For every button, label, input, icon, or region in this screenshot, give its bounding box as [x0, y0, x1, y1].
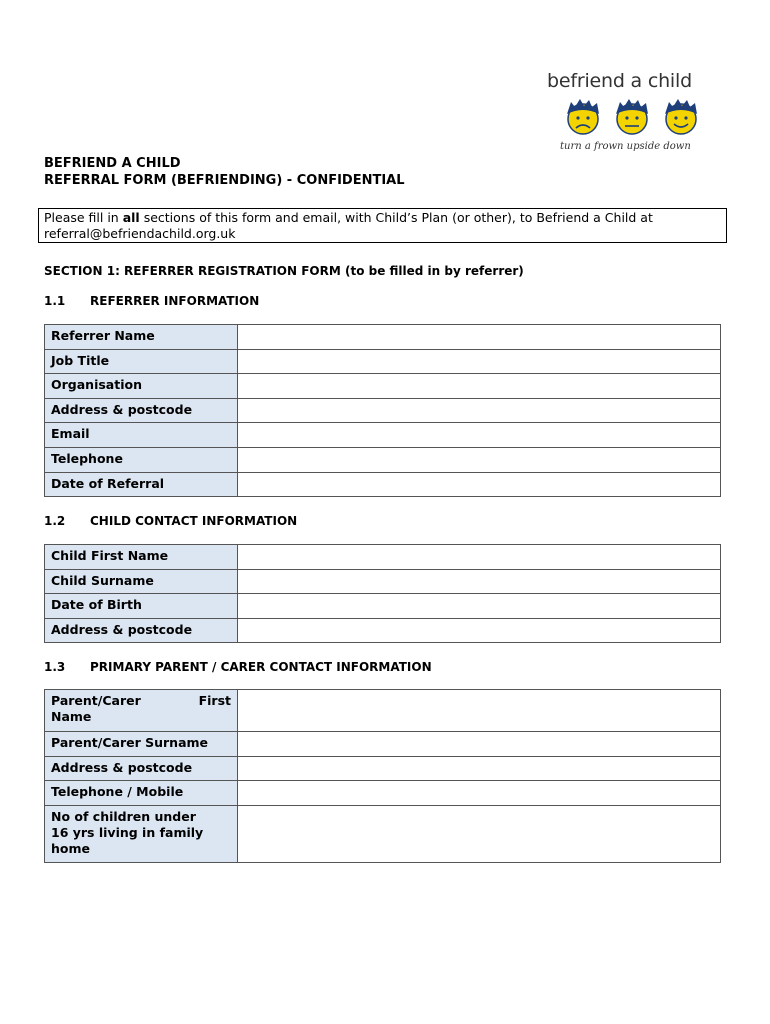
- job-title-field[interactable]: [238, 349, 721, 374]
- child-first-name-field[interactable]: [238, 545, 721, 570]
- table-row: [45, 618, 721, 643]
- table-row: [45, 472, 721, 497]
- child-address-field[interactable]: [238, 618, 721, 643]
- parent-telephone-field[interactable]: [238, 781, 721, 806]
- instructions-box: [38, 208, 727, 243]
- frown-face-icon: [567, 99, 599, 134]
- referrer-information-heading: [44, 294, 259, 308]
- field-label: [45, 690, 238, 732]
- table-row: [45, 447, 721, 472]
- field-label: Email: [45, 423, 238, 448]
- child-contact-heading: [44, 514, 297, 528]
- field-label: Job Title: [45, 349, 238, 374]
- three-faces-icon: [561, 96, 703, 138]
- referrer-information-table: [44, 324, 721, 497]
- email-field[interactable]: [238, 423, 721, 448]
- field-label: Child Surname: [45, 569, 238, 594]
- befriend-a-child-logo: [545, 68, 725, 158]
- title-line-1: BEFRIEND A CHILD: [44, 156, 181, 171]
- label-part: No of children under: [51, 808, 196, 824]
- date-of-referral-field[interactable]: [238, 472, 721, 497]
- label-part: Parent/Carer: [51, 693, 141, 708]
- label-part: home: [51, 840, 90, 856]
- table-row: [45, 781, 721, 806]
- subsection-number: 1.3: [44, 660, 66, 674]
- table-row: [45, 398, 721, 423]
- table-row: [45, 805, 721, 862]
- field-label: Organisation: [45, 374, 238, 399]
- referral-email: referral@befriendachild.org.uk: [44, 226, 236, 241]
- field-label: Date of Referral: [45, 472, 238, 497]
- label-part: Name: [51, 709, 92, 724]
- page-title: [44, 155, 405, 189]
- table-row: [45, 690, 721, 732]
- parent-carer-table: [44, 689, 721, 863]
- date-of-birth-field[interactable]: [238, 594, 721, 619]
- parent-carer-heading: [44, 660, 432, 674]
- logo-brand-name: befriend a child: [547, 70, 692, 92]
- smile-face-icon: [665, 99, 697, 134]
- field-label: Telephone: [45, 447, 238, 472]
- neutral-face-icon: [616, 99, 648, 134]
- field-label: Date of Birth: [45, 594, 238, 619]
- field-label: Child First Name: [45, 545, 238, 570]
- notice-emphasis: all: [122, 210, 140, 225]
- subsection-number: 1.1: [44, 294, 66, 308]
- notice-suffix: sections of this form and email, with Child’s Plan (or other), to Befriend a Child at: [139, 210, 653, 225]
- table-row: [45, 545, 721, 570]
- table-row: [45, 732, 721, 757]
- referrer-address-field[interactable]: [238, 398, 721, 423]
- field-label: Address & postcode: [45, 618, 238, 643]
- table-row: [45, 349, 721, 374]
- child-surname-field[interactable]: [238, 569, 721, 594]
- telephone-field[interactable]: [238, 447, 721, 472]
- table-row: [45, 594, 721, 619]
- table-row: [45, 569, 721, 594]
- label-part: First: [198, 693, 231, 708]
- referrer-name-field[interactable]: [238, 325, 721, 350]
- table-row: [45, 374, 721, 399]
- table-row: [45, 756, 721, 781]
- subsection-title: REFERRER INFORMATION: [90, 294, 260, 308]
- parent-first-name-field[interactable]: [238, 690, 721, 732]
- child-contact-table: [44, 544, 721, 643]
- field-label: Referrer Name: [45, 325, 238, 350]
- subsection-title: CHILD CONTACT INFORMATION: [90, 514, 298, 528]
- parent-address-field[interactable]: [238, 756, 721, 781]
- subsection-title: PRIMARY PARENT / CARER CONTACT INFORMATION: [90, 660, 432, 674]
- title-line-2: REFERRAL FORM (BEFRIENDING) - CONFIDENTIAL: [44, 173, 405, 188]
- field-label: [45, 805, 238, 862]
- section-1-heading: SECTION 1: REFERRER REGISTRATION FORM (to be filled in by referrer): [44, 264, 524, 278]
- notice-prefix: Please fill in: [44, 210, 123, 225]
- children-count-field[interactable]: [238, 805, 721, 862]
- table-row: [45, 423, 721, 448]
- field-label: Telephone / Mobile: [45, 781, 238, 806]
- table-row: [45, 325, 721, 350]
- field-label: Address & postcode: [45, 398, 238, 423]
- subsection-number: 1.2: [44, 514, 66, 528]
- organisation-field[interactable]: [238, 374, 721, 399]
- parent-surname-field[interactable]: [238, 732, 721, 757]
- logo-tagline: turn a frown upside down: [560, 141, 691, 152]
- label-part: 16 yrs living in family: [51, 824, 204, 840]
- field-label: Address & postcode: [45, 756, 238, 781]
- field-label: Parent/Carer Surname: [45, 732, 238, 757]
